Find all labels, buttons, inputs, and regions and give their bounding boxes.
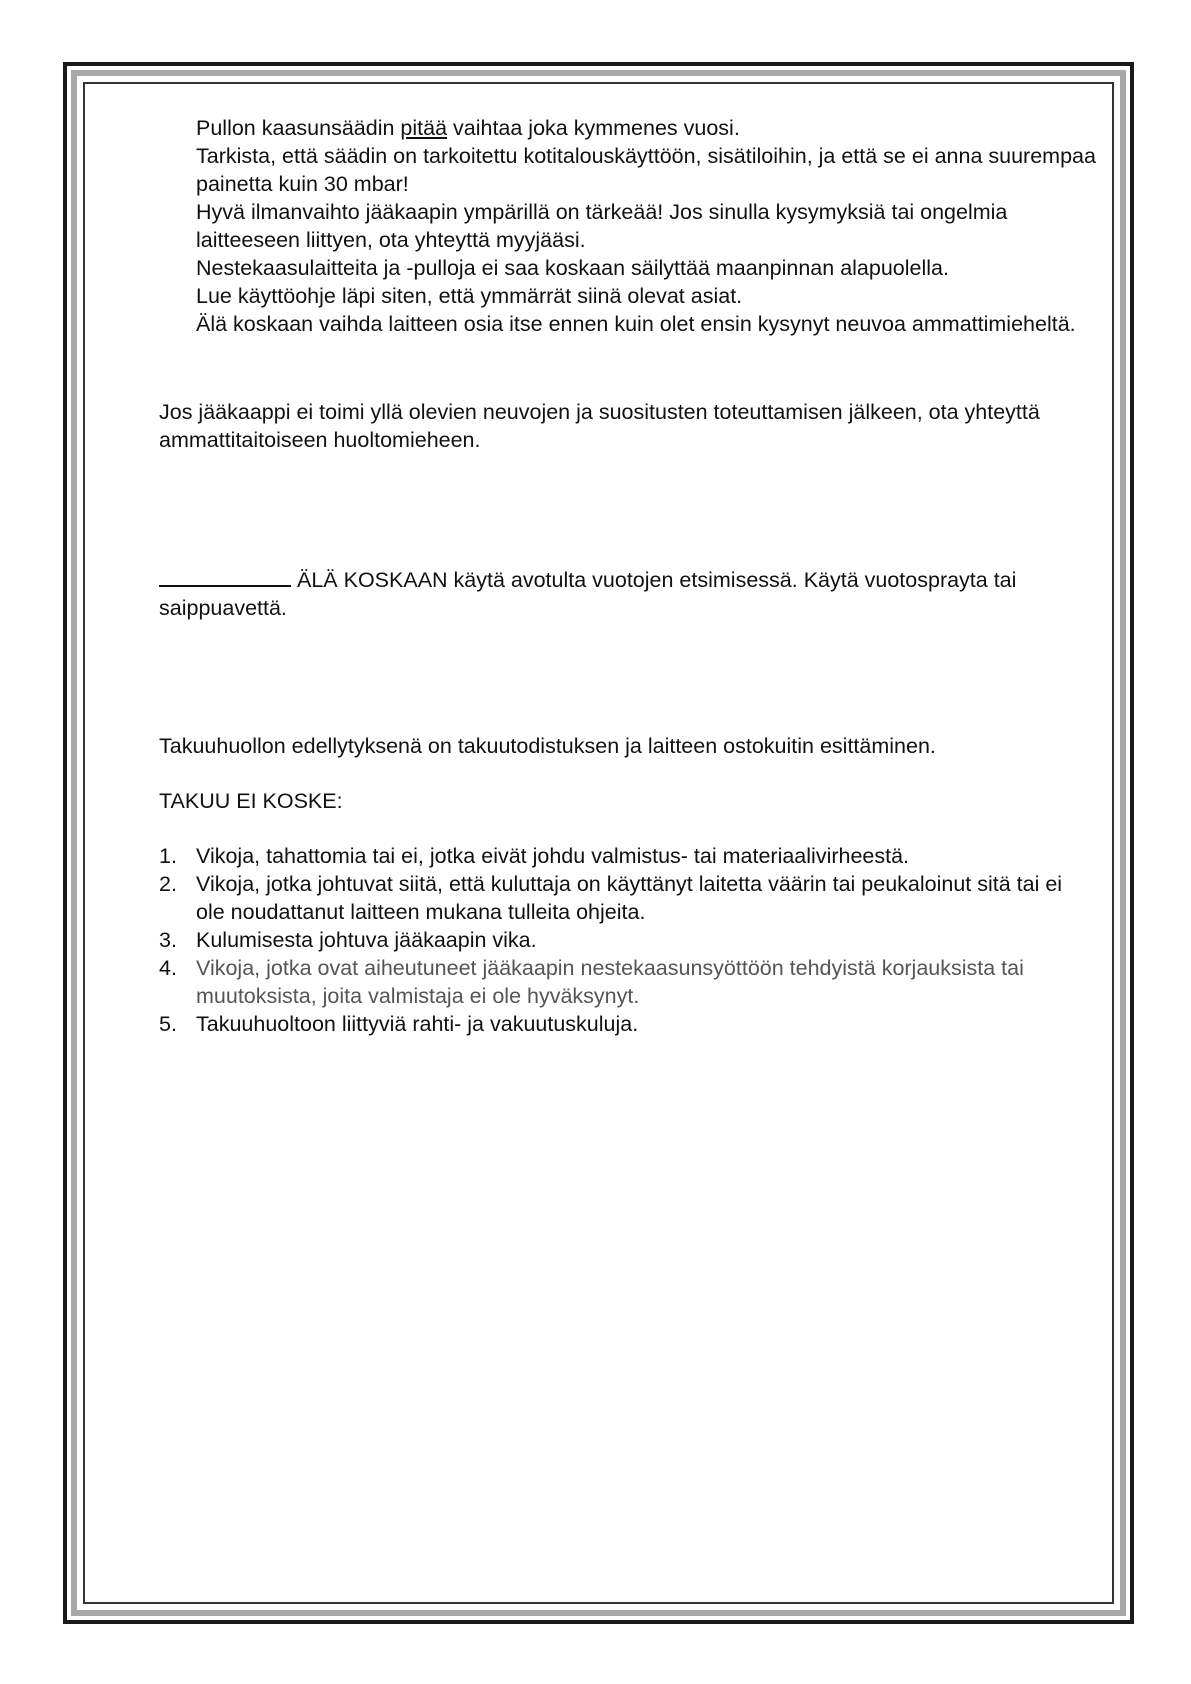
instruction-storage: Nestekaasulaitteita ja -pulloja ei saa koskaan säilyttää maanpinnan alapuolella. [196, 256, 949, 280]
warranty-condition: Takuuhuollon edellytyksenä on takuutodistuksen ja laitteen ostokuitin esittäminen. [159, 734, 936, 758]
warning-paragraph [159, 566, 1089, 622]
blank-line [159, 567, 291, 587]
instruction-read-manual: Lue käyttöohje läpi siten, että ymmärrät siinä olevat asiat. [196, 284, 743, 308]
service-note: Jos jääkaappi ei toimi yllä olevien neuvojen ja suositusten toteuttamisen jälkeen, ota yhteyttä ammattitaitoiseen huoltomieheen. [159, 400, 1040, 452]
list-item: 1. Vikoja, tahattomia tai ei, jotka eivät johdu valmistus- tai materiaalivirheestä. [159, 844, 910, 868]
list-item: 5. Takuuhuoltoon liittyviä rahti- ja vakuutuskuluja. [159, 1012, 639, 1036]
safety-instructions [196, 114, 1096, 338]
emphasis-underlined: pitää [400, 116, 448, 140]
instruction-regulator-check: Tarkista, että säädin on tarkoitettu kotitalouskäyttöön, sisätiloihin, ja että se ei anna suurempaa painetta kuin 30 mbar! [196, 144, 1096, 196]
list-item: 2. Vikoja, jotka johtuvat siitä, että kuluttaja on käyttänyt laitetta väärin tai peukaloinut sitä tai ei ole noudattanut laitteen mukana tulleita ohjeita. [159, 872, 1063, 924]
list-item: 3. Kulumisesta johtuva jääkaapin vika. [159, 928, 537, 952]
warning-text: ÄLÄ KOSKAAN käytä avotulta vuotojen etsimisessä. Käytä vuotosprayta tai saippuavettä. [159, 568, 1017, 620]
instruction-no-self-repair: Älä koskaan vaihda laitteen osia itse ennen kuin olet ensin kysynyt neuvoa ammattimieheltä. [196, 312, 1076, 336]
exclusions-heading: TAKUU EI KOSKE: [159, 789, 343, 813]
instruction-ventilation: Hyvä ilmanvaihto jääkaapin ympärillä on tärkeää! Jos sinulla kysymyksiä tai ongelmia laitteeseen liittyen, ota yhteyttä myyjääsi. [196, 200, 1008, 252]
list-item: 4. Vikoja, jotka ovat aiheutuneet jääkaapin nestekaasunsyöttöön tehdyistä korjauksista tai muutoksista, joita valmistaja ei ole hyväksynyt. [159, 956, 1024, 1008]
exclusions-list [159, 842, 1089, 1038]
instruction-regulator-replace: Pullon kaasunsäädin pitää vaihtaa joka kymmenes vuosi. [196, 116, 740, 140]
